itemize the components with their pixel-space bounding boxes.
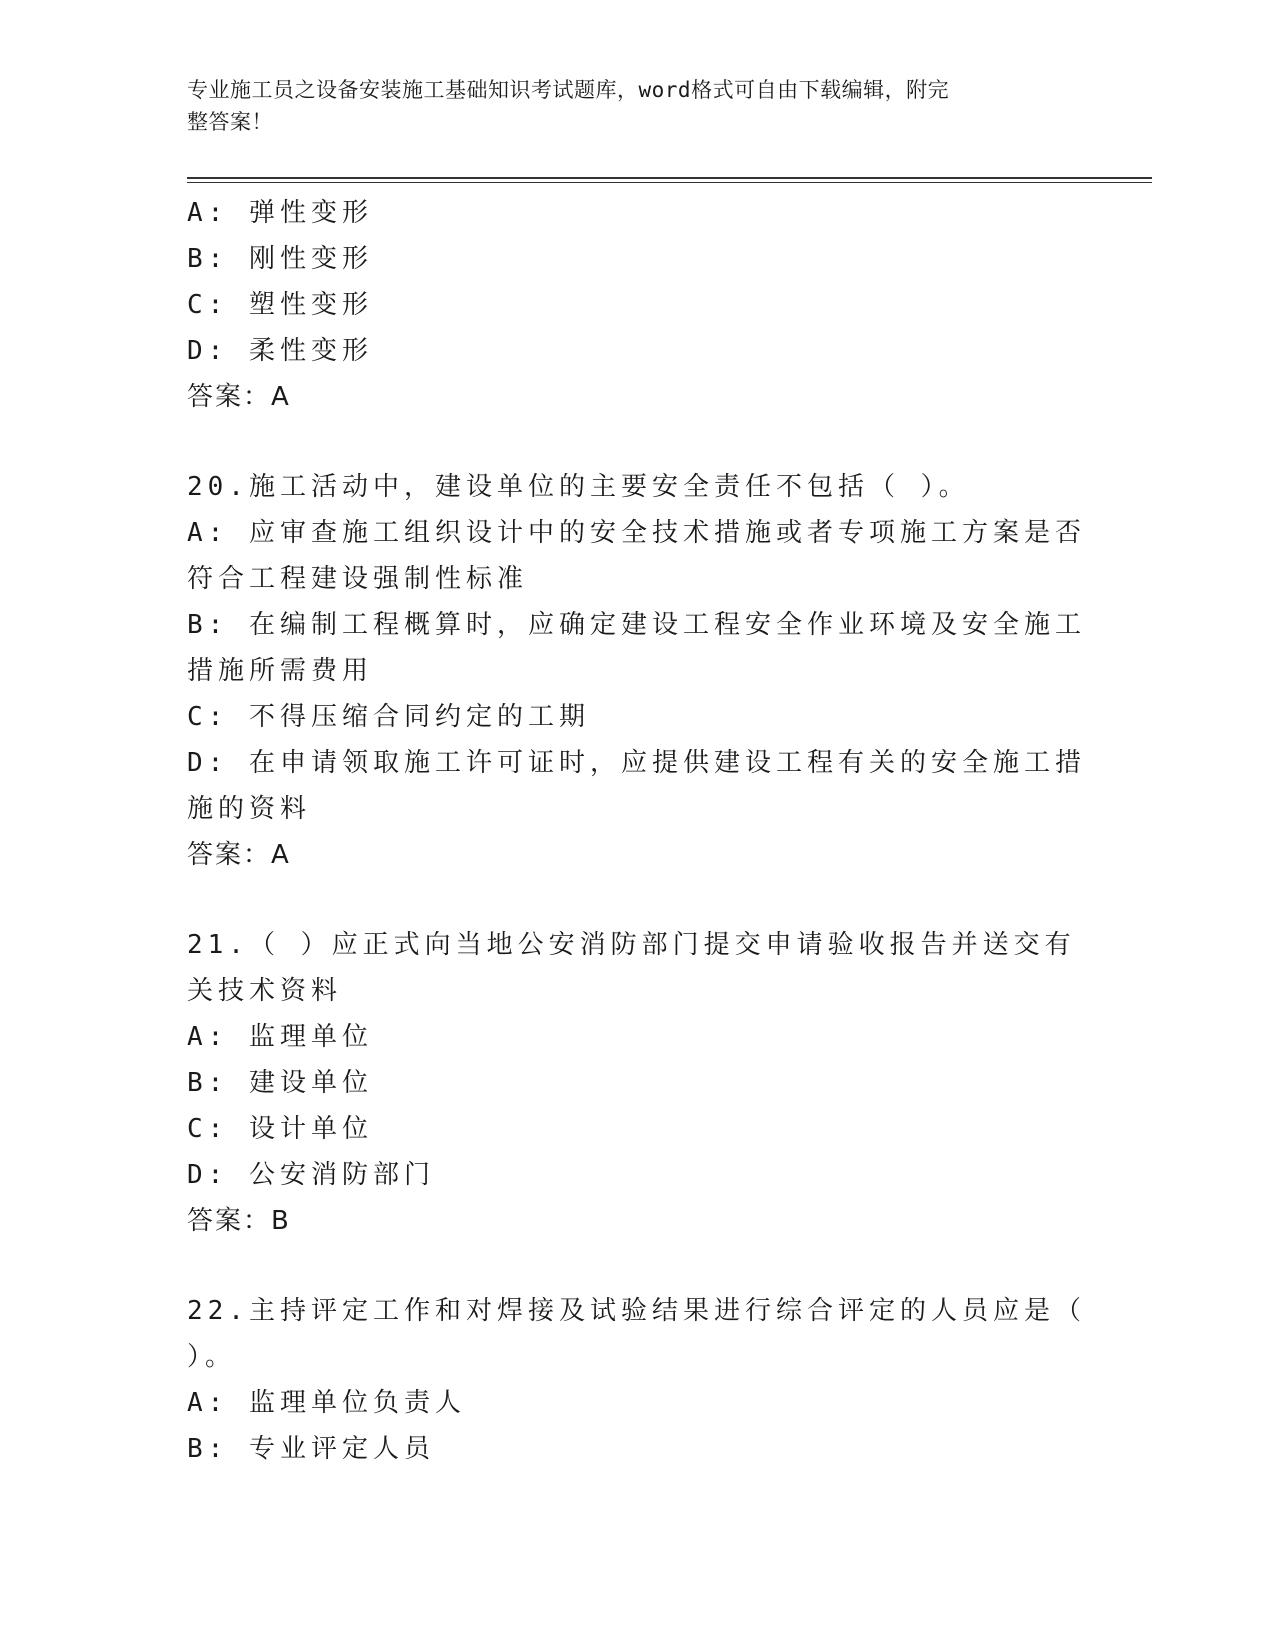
option-a: A: 监理单位 (187, 1022, 373, 1052)
header-line-2: 整答案！ (187, 110, 273, 134)
option-d: D: 柔性变形 (187, 336, 373, 366)
question-text: 20.施工活动中，建设单位的主要安全责任不包括（ ）。 (187, 472, 970, 502)
question-list (187, 190, 1087, 1472)
question-20 (187, 464, 1087, 878)
answer: 答案：A (187, 382, 291, 412)
question-21 (187, 922, 1087, 1244)
option-a: A: 应审查施工组织设计中的安全技术措施或者专项施工方案是否符合工程建设强制性标准 (187, 518, 1086, 594)
option-b: B: 在编制工程概算时，应确定建设工程安全作业环境及安全施工措施所需费用 (187, 610, 1086, 686)
option-a: A: 弹性变形 (187, 198, 373, 228)
question-text: 22.主持评定工作和对焊接及试验结果进行综合评定的人员应是（ ）。 (187, 1296, 1086, 1372)
spacer (187, 420, 1087, 464)
option-b: B: 建设单位 (187, 1068, 373, 1098)
document-header (187, 74, 1067, 138)
option-d: D: 在申请领取施工许可证时，应提供建设工程有关的安全施工措施的资料 (187, 748, 1086, 824)
option-c: C: 塑性变形 (187, 290, 373, 320)
header-divider-thin (187, 182, 1152, 183)
spacer (187, 878, 1087, 922)
answer: 答案：B (187, 1206, 291, 1236)
header-divider-thick (187, 177, 1152, 179)
question-text: 21.（ ）应正式向当地公安消防部门提交申请验收报告并送交有关技术资料 (187, 930, 1076, 1006)
option-b: B: 专业评定人员 (187, 1434, 435, 1464)
option-a: A: 监理单位负责人 (187, 1388, 466, 1418)
question-22 (187, 1288, 1087, 1472)
header-line-1: 专业施工员之设备安装施工基础知识考试题库，word格式可自由下载编辑，附完 (187, 78, 950, 102)
option-d: D: 公安消防部门 (187, 1160, 435, 1190)
option-b: B: 刚性变形 (187, 244, 373, 274)
spacer (187, 1244, 1087, 1288)
option-c: C: 设计单位 (187, 1114, 373, 1144)
option-c: C: 不得压缩合同约定的工期 (187, 702, 590, 732)
answer: 答案：A (187, 840, 291, 870)
question-19 (187, 190, 1087, 420)
